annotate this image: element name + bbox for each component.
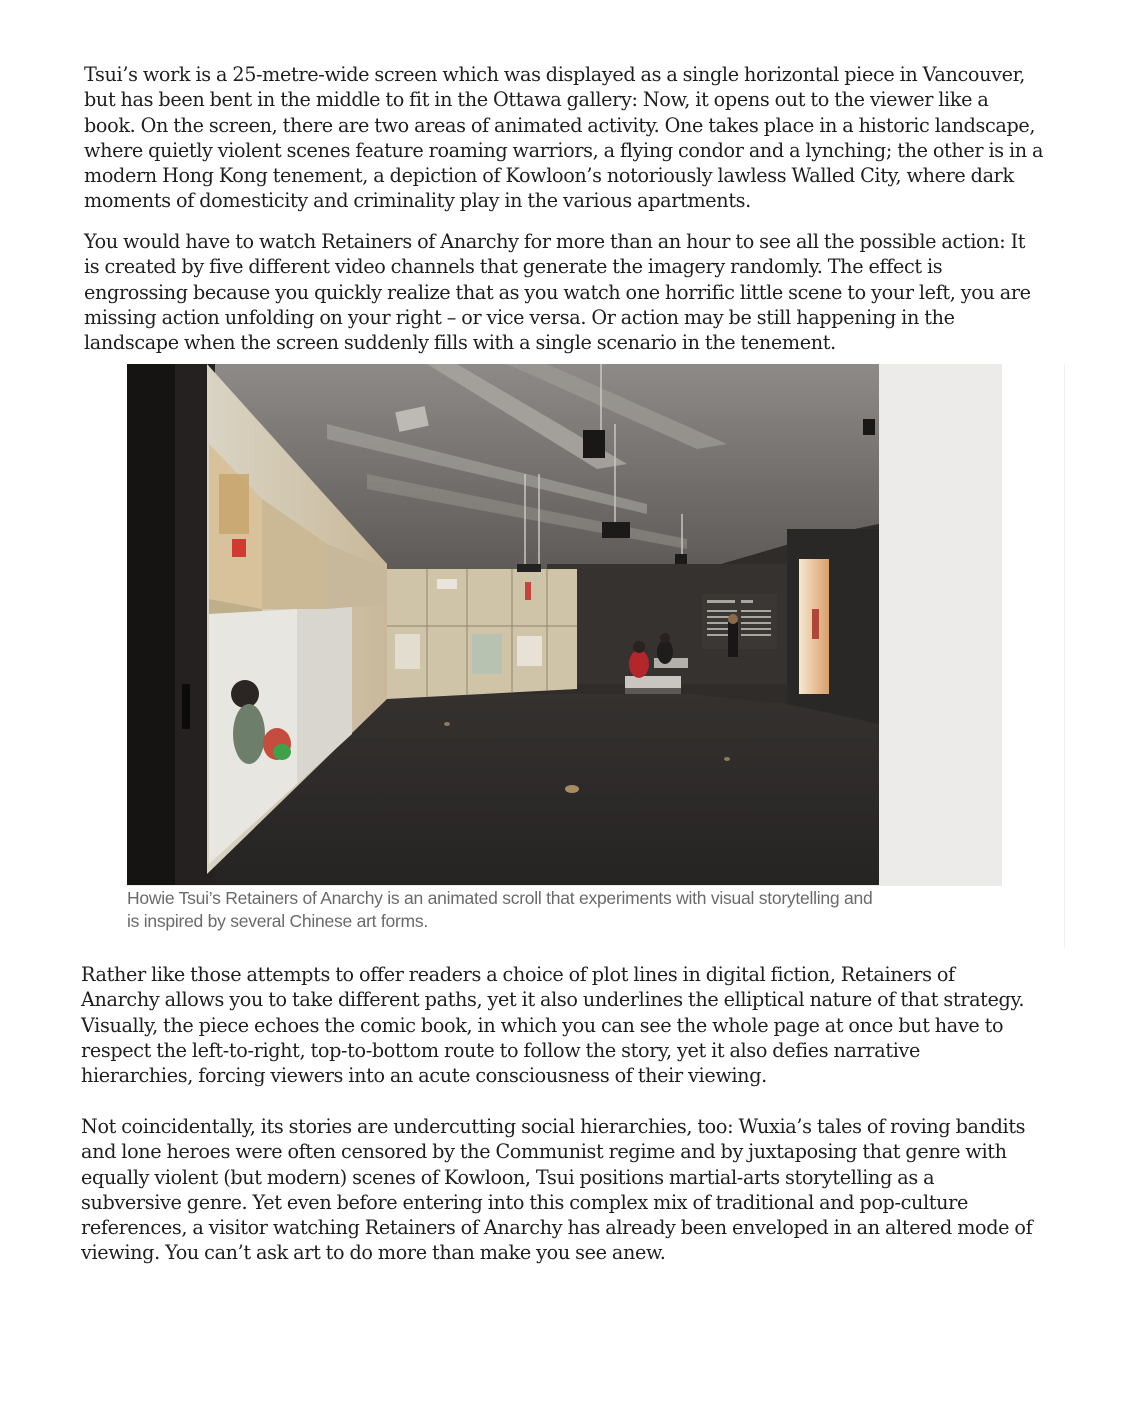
- caption-line: Howie Tsui’s Retainers of Anarchy is an animated scroll that experiments with visual storytelling and: [127, 888, 873, 908]
- paragraph-2: [84, 229, 1031, 355]
- text-line: references, a visitor watching Retainers of Anarchy has already been enveloped in an altered mode of: [81, 1216, 1033, 1240]
- text-line: is created by five different video channels that generate the imagery randomly. The effect is: [84, 255, 943, 279]
- text-line: book. On the screen, there are two areas of animated activity. One takes place in a historic landscape,: [84, 113, 1036, 137]
- text-line: but has been bent in the middle to fit in the Ottawa gallery: Now, it opens out to the viewer like a: [84, 88, 989, 112]
- paragraph-4: [81, 1114, 1032, 1266]
- text-line: subversive genre. Yet even before entering into this complex mix of traditional and pop-culture: [81, 1190, 969, 1214]
- text-line: engrossing because you quickly realize that as you watch one horrific little scene to your left, you are: [84, 280, 1031, 304]
- text-line: landscape when the screen suddenly fills with a single scenario in the tenement.: [84, 331, 836, 355]
- text-line: hierarchies, forcing viewers into an acute consciousness of their viewing.: [81, 1064, 767, 1088]
- text-line: equally violent (but modern) scenes of Kowloon, Tsui positions martial-arts storytelling as a: [81, 1165, 935, 1189]
- text-line: and lone heroes were often censored by the Communist regime and by juxtaposing that genre with: [81, 1140, 1007, 1164]
- text-line: respect the left-to-right, top-to-bottom route to follow the story, yet it also defies narrative: [81, 1038, 920, 1062]
- text-line: Tsui’s work is a 25-metre-wide screen which was displayed as a single horizontal piece in Vancouver,: [84, 63, 1026, 86]
- text-line: modern Hong Kong tenement, a depiction of Kowloon’s notoriously lawless Walled City, where dark: [84, 164, 1014, 188]
- text-line: missing action unfolding on your right – or vice versa. Or action may be still happening in the: [84, 305, 955, 329]
- text-line: Not coincidentally, its stories are undercutting social hierarchies, too: Wuxia’s tales of roving bandits: [81, 1115, 1026, 1138]
- divider-line: [1064, 364, 1065, 949]
- text-line: moments of domesticity and criminality play in the various apartments.: [84, 189, 751, 213]
- caption-line: is inspired by several Chinese art forms.: [127, 910, 428, 931]
- figure-caption: [127, 887, 872, 932]
- text-line: Anarchy allows you to take different paths, yet it also underlines the elliptical nature of that strategy.: [81, 988, 1025, 1012]
- text-line: Visually, the piece echoes the comic book, in which you can see the whole page at once but have to: [81, 1013, 1004, 1037]
- text-line: Rather like those attempts to offer readers a choice of plot lines in digital fiction, Retainers of: [81, 963, 955, 986]
- paragraph-1: [84, 62, 1043, 214]
- text-line: viewing. You can’t ask art to do more than make you see anew.: [81, 1241, 666, 1265]
- paragraph-3: [81, 962, 1024, 1088]
- text-line: You would have to watch Retainers of Anarchy for more than an hour to see all the possible action: It: [84, 230, 1026, 253]
- text-line: where quietly violent scenes feature roaming warriors, a flying condor and a lynching; the other is in a: [84, 138, 1044, 162]
- gallery-installation-photo: [127, 364, 879, 885]
